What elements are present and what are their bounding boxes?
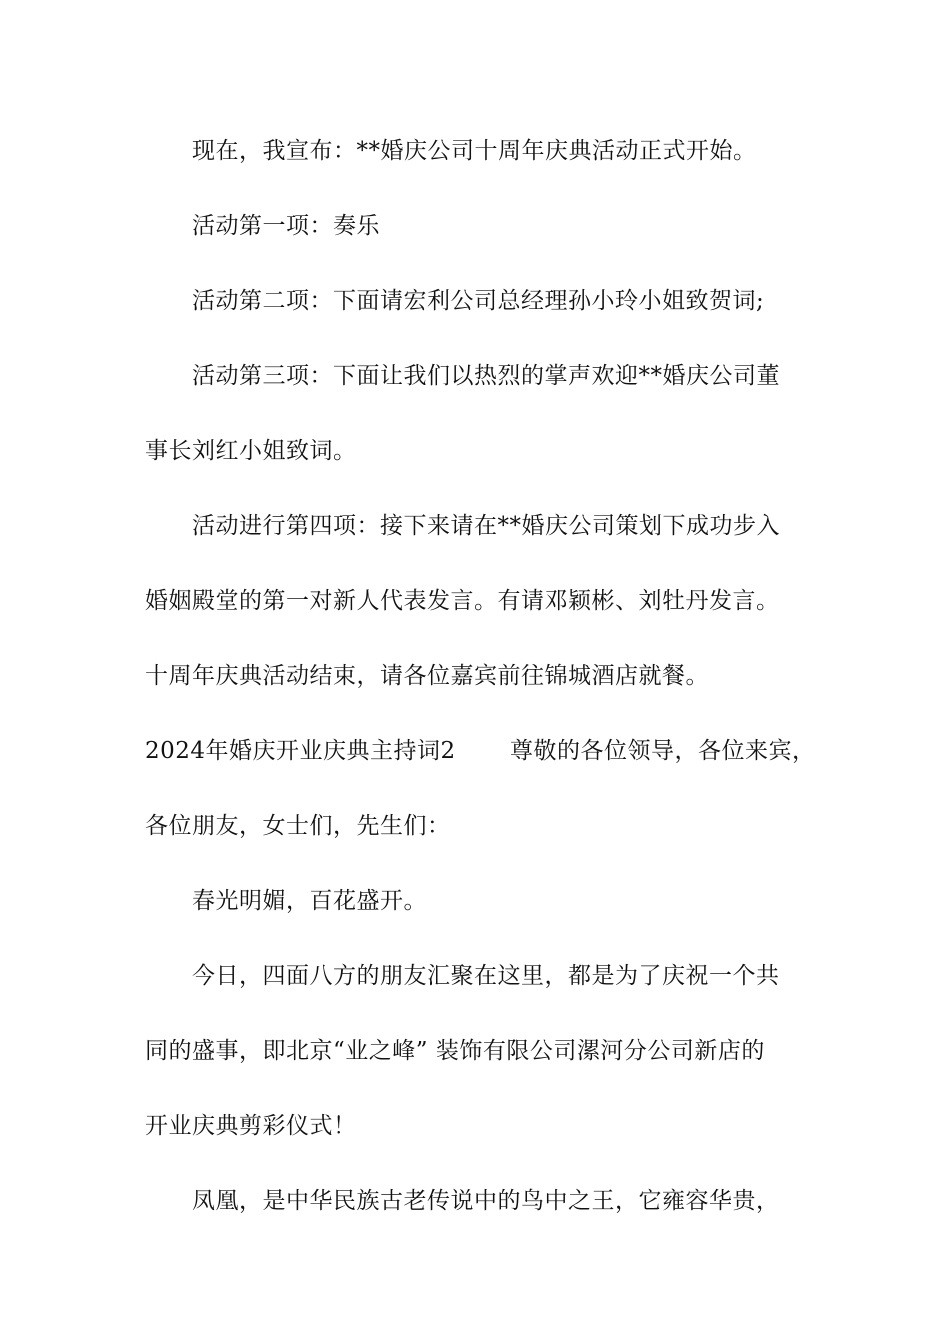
section-heading: 2024年婚庆开业庆典主持词2 [145,738,456,764]
paragraph-line: 凤凰，是中华民族古老传说中的鸟中之王，它雍容华贵， [192,1188,780,1214]
paragraph-line: 现在，我宣布：**婚庆公司十周年庆典活动正式开始。 [192,138,757,164]
paragraph-line: 婚姻殿堂的第一对新人代表发言。有请邓颖彬、刘牡丹发言。 [145,588,780,614]
paragraph-line: 今日，四面八方的朋友汇聚在这里，都是为了庆祝一个共 [192,963,780,989]
paragraph-line: 同的盛事，即北京“业之峰” 装饰有限公司漯河分公司新店的 [145,1038,765,1064]
paragraph-line: 各位朋友，女士们，先生们： [145,813,451,839]
paragraph-line: 事长刘红小姐致词。 [145,438,357,464]
paragraph-line: 尊敬的各位领导，各位来宾， [510,738,816,764]
paragraph-line: 活动第三项：下面让我们以热烈的掌声欢迎**婚庆公司董 [192,363,780,389]
paragraph-line: 十周年庆典活动结束，请各位嘉宾前往锦城酒店就餐。 [145,663,709,689]
paragraph-line: 活动第一项：奏乐 [192,213,380,239]
paragraph-line: 开业庆典剪彩仪式！ [145,1113,357,1139]
paragraph-line: 春光明媚，百花盛开。 [192,888,427,914]
paragraph-line: 活动进行第四项：接下来请在**婚庆公司策划下成功步入 [192,513,780,539]
paragraph-line: 活动第二项：下面请宏利公司总经理孙小玲小姐致贺词; [192,288,765,314]
